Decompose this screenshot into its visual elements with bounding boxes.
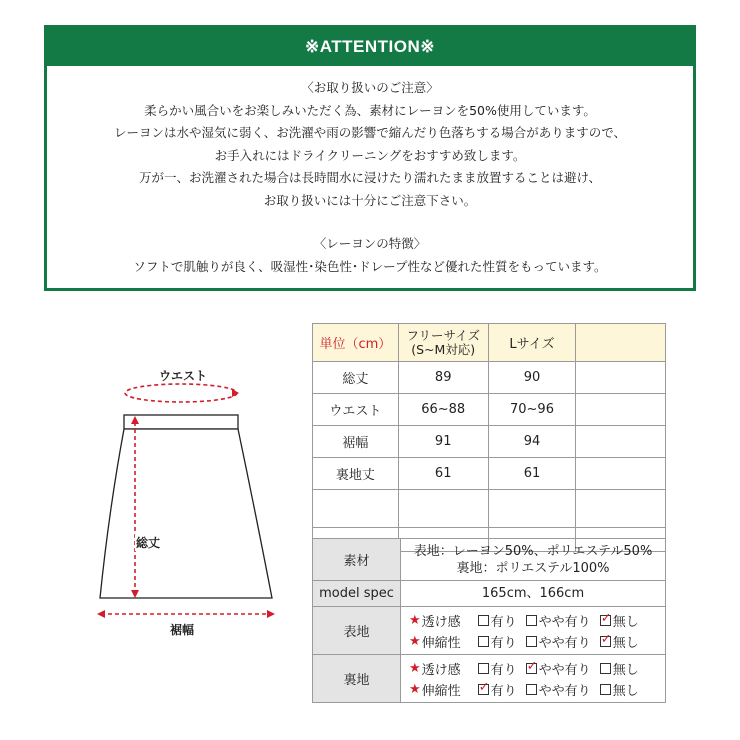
checkbox-some: やや有り xyxy=(526,680,591,699)
l-value: 61 xyxy=(488,458,576,490)
prop-name: 伸縮性 xyxy=(421,683,461,699)
checkbox-icon xyxy=(600,663,611,674)
row-label: 裏地丈 xyxy=(313,458,399,490)
star-icon: ★ xyxy=(409,681,421,697)
checkbox-no: ✓ 無し xyxy=(600,632,639,651)
model-row xyxy=(313,581,666,607)
waist-label: ウエスト xyxy=(159,369,208,383)
outer-row xyxy=(313,607,666,655)
lining-sheer-row xyxy=(401,658,665,679)
table-row xyxy=(313,362,666,394)
lining-stretch-row xyxy=(401,679,665,700)
checkbox-yes: 有り xyxy=(478,632,517,651)
material-outer: 表地：レーヨン50%、ポリエステル50% xyxy=(413,543,653,559)
attention-box xyxy=(44,25,696,291)
outer-props xyxy=(401,607,666,655)
care-heading: 〈お取り扱いのご注意〉 xyxy=(301,80,439,95)
table-row xyxy=(313,458,666,490)
care-line: 柔らかい風合いをお楽しみいただく為、素材にレーヨンを50%使用しています。 xyxy=(144,102,596,118)
checkbox-icon xyxy=(526,615,537,626)
checkbox-icon xyxy=(526,684,537,695)
attention-body xyxy=(47,66,693,278)
outer-sheer-row xyxy=(401,610,665,631)
lining-row xyxy=(313,655,666,703)
checkbox-no: ✓ 無し xyxy=(600,611,639,630)
checkbox-no: 無し xyxy=(600,659,639,678)
hem-arrow-left xyxy=(97,610,105,618)
material-value xyxy=(401,539,666,581)
l-value: 94 xyxy=(488,426,576,458)
row-label: 総丈 xyxy=(313,362,399,394)
free-value: 61 xyxy=(398,458,488,490)
checkbox-icon xyxy=(526,636,537,647)
unit-label: 単位（cm） xyxy=(319,337,392,352)
checkbox-some: やや有り xyxy=(526,611,591,630)
hem-label: 裾幅 xyxy=(170,623,195,637)
skirt-waistband xyxy=(124,415,238,429)
free-size-range: (S~M対応) xyxy=(411,341,476,357)
size-table-header xyxy=(313,324,666,362)
skirt-body xyxy=(100,429,272,598)
prop-name: 透け感 xyxy=(421,662,461,678)
table-row-empty xyxy=(313,490,666,528)
checkbox-icon xyxy=(478,684,489,695)
table-row xyxy=(313,426,666,458)
checkbox-icon xyxy=(478,663,489,674)
lining-label: 裏地 xyxy=(313,655,401,703)
spec-table xyxy=(312,538,666,703)
star-icon: ★ xyxy=(409,660,421,676)
prop-name: 透け感 xyxy=(421,614,461,630)
care-line: 万が一、お洗濯された場合は長時間水に浸けたり濡れたまま放置することは避け、 xyxy=(138,170,601,185)
row-label: ウエスト xyxy=(313,394,399,426)
care-line: お手入れにはドライクリーニングをおすすめ致します。 xyxy=(214,147,526,163)
free-value: 89 xyxy=(398,362,488,394)
free-size-title: フリーサイズ xyxy=(406,327,480,343)
outer-label: 表地 xyxy=(313,607,401,655)
attention-title: ※ATTENTION※ xyxy=(47,28,693,66)
checkbox-yes: 有り xyxy=(478,659,517,678)
l-value: 90 xyxy=(488,362,576,394)
length-label: 総丈 xyxy=(136,536,161,550)
free-size-header xyxy=(398,324,488,362)
waist-measure-ellipse xyxy=(125,384,237,402)
care-line: お取り扱いには十分にご注意下さい。 xyxy=(263,192,477,208)
checkbox-no: 無し xyxy=(600,680,639,699)
star-icon: ★ xyxy=(409,612,421,628)
model-spec-value: 165cm、166cm xyxy=(401,581,666,607)
size-table xyxy=(312,323,666,552)
checkbox-icon xyxy=(478,615,489,626)
material-row xyxy=(313,539,666,581)
hem-arrow-right xyxy=(267,610,275,618)
free-value: 66~88 xyxy=(398,394,488,426)
skirt-illustration xyxy=(95,360,305,640)
care-line: レーヨンは水や湿気に弱く、お洗濯や雨の影響で縮んだり色落ちする場合がありますので、 xyxy=(113,125,626,140)
checkbox-icon xyxy=(600,636,611,647)
l-value: 70~96 xyxy=(488,394,576,426)
checkbox-icon xyxy=(600,684,611,695)
checkbox-icon xyxy=(526,663,537,674)
outer-stretch-row xyxy=(401,631,665,652)
skirt-diagram xyxy=(95,360,305,640)
free-value: 91 xyxy=(398,426,488,458)
checkbox-some: やや有り xyxy=(526,632,591,651)
lining-props xyxy=(401,655,666,703)
checkbox-icon xyxy=(600,615,611,626)
material-lining: 裏地：ポリエステル100% xyxy=(456,560,610,576)
unit-cell xyxy=(313,324,399,362)
table-row xyxy=(313,394,666,426)
checkbox-icon xyxy=(478,636,489,647)
feature-heading: 〈レーヨンの特徴〉 xyxy=(313,236,427,251)
empty-header xyxy=(576,324,666,362)
l-size-header: Lサイズ xyxy=(488,324,576,362)
star-icon: ★ xyxy=(409,633,421,649)
material-label: 素材 xyxy=(313,539,401,581)
model-spec-label: model spec xyxy=(313,581,401,607)
checkbox-yes: 有り xyxy=(478,611,517,630)
checkbox-some: ✓ やや有り xyxy=(526,659,591,678)
row-label: 裾幅 xyxy=(313,426,399,458)
prop-name: 伸縮性 xyxy=(421,635,461,651)
feature-line: ソフトで肌触りが良く、吸湿性･染色性･ドレープ性など優れた性質をもっています。 xyxy=(133,258,607,274)
checkbox-yes: ✓ 有り xyxy=(478,680,517,699)
